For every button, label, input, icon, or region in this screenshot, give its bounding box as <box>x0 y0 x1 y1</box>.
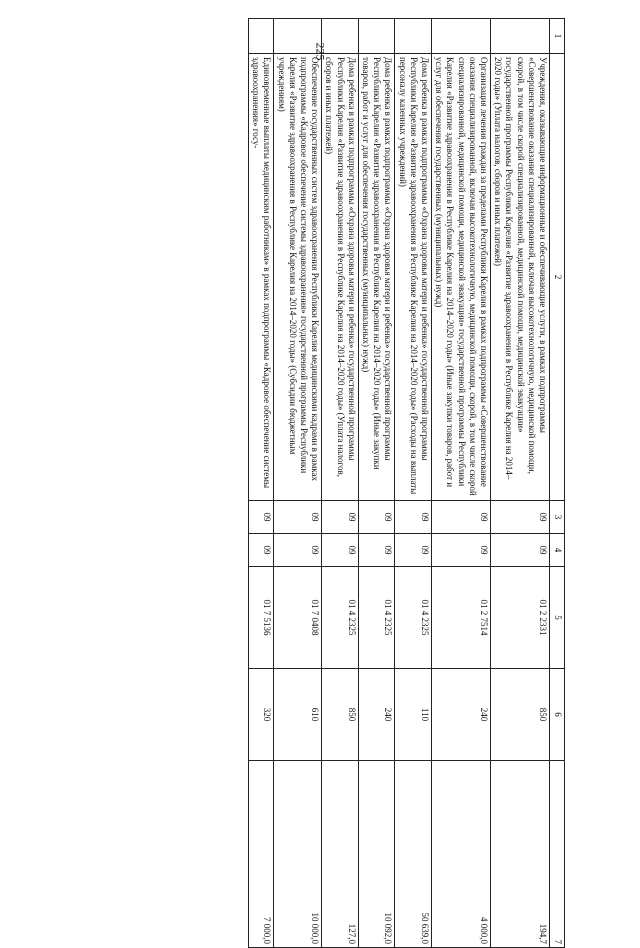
row-index <box>322 19 359 54</box>
row-target-code: 01 2 7514 <box>431 567 490 669</box>
row-amount: 10 000,0 <box>274 761 322 948</box>
page-number: 225 <box>313 42 328 61</box>
header-row <box>550 19 565 948</box>
row-subsection: 09 <box>274 534 322 567</box>
row-index <box>274 19 322 54</box>
row-description: Дома ребенка в рамках подпрограммы «Охрана здоровья матери и ребенка» государственной программы Республики Карелия «Развитие здравоохранения в Республике Карелия на 2014–2020 годы» (Иные закупки товаров, работ и услуг для обеспечения государственных (муниципальных) нужд) <box>358 54 395 501</box>
row-expense-type: 110 <box>395 669 432 761</box>
budget-table <box>248 18 565 948</box>
table-row <box>431 19 490 948</box>
row-amount: 7 000,0 <box>248 761 273 948</box>
row-amount: 194,7 <box>490 761 549 948</box>
row-section: 09 <box>395 501 432 534</box>
col-header-7: 7 <box>550 761 565 948</box>
row-description: Обеспечение государственных систем здравоохранения Республики Карелия медицинскими кадрами в рамках подпрограммы «Кадровое обеспечение системы здравоохранения» государственной программы Республики Карелия «Развитие здравоохранения в Республике Карелия на 2014–2020 годы» (Субсидии бюджетным учреждениям) <box>274 54 322 501</box>
row-amount: 4 000,0 <box>431 761 490 948</box>
row-subsection: 09 <box>358 534 395 567</box>
row-amount: 10 092,0 <box>358 761 395 948</box>
row-subsection: 09 <box>395 534 432 567</box>
table-row <box>274 19 322 948</box>
row-target-code: 01 7 5136 <box>248 567 273 669</box>
col-header-2: 2 <box>550 54 565 501</box>
row-section: 09 <box>322 501 359 534</box>
row-section: 09 <box>358 501 395 534</box>
row-expense-type: 850 <box>322 669 359 761</box>
row-description: Учреждения, оказывающие информационные и обеспечивающие услуги, в рамках подпрограммы «Совершенствование оказания специализированной, включая высокотехнологичную, медицинской помощи, скорой, в том числе скорой специализированной, медицинской помощи, медицинской эвакуации» государственной программы Республики Карелия «Развитие здравоохранения в Республике Карелия на 2014–2020 годы» (Уплата налогов, сборов и иных платежей) <box>490 54 549 501</box>
row-expense-type: 240 <box>431 669 490 761</box>
row-section: 09 <box>431 501 490 534</box>
rotated-table-container <box>95 18 565 944</box>
row-index <box>248 19 273 54</box>
row-subsection: 09 <box>490 534 549 567</box>
row-description: Дома ребенка в рамках подпрограммы «Охрана здоровья матери и ребенка» государственной программы Республики Карелия «Развитие здравоохранения в Республике Карелия на 2014–2020 годы» (Расходы на выплаты персоналу казенных учреждений) <box>395 54 432 501</box>
col-header-5: 5 <box>550 567 565 669</box>
row-target-code: 01 4 2325 <box>322 567 359 669</box>
row-section: 09 <box>248 501 273 534</box>
row-section: 09 <box>274 501 322 534</box>
row-index <box>431 19 490 54</box>
col-header-4: 4 <box>550 534 565 567</box>
row-section: 09 <box>490 501 549 534</box>
row-expense-type: 850 <box>490 669 549 761</box>
row-index <box>395 19 432 54</box>
row-expense-type: 610 <box>274 669 322 761</box>
row-description: Организация лечения граждан за пределами Республики Карелия в рамках подпрограммы «Совершенствование оказания специализированной, включая высокотехнологичную, медицинской помощи, скорой, в том числе скорой специализированной, медицинской помощи, медицинской эвакуации» государственной программы Республики Карелия «Развитие здравоохранения в Республике Карелия на 2014–2020 годы» (Иные закупки товаров, работ и услуг для обеспечения государственных (муниципальных) нужд) <box>431 54 490 501</box>
row-expense-type: 320 <box>248 669 273 761</box>
row-subsection: 09 <box>322 534 359 567</box>
table-row <box>490 19 549 948</box>
table-row <box>248 19 273 948</box>
row-target-code: 01 4 2325 <box>395 567 432 669</box>
row-description: Дома ребенка в рамках подпрограммы «Охрана здоровья матери и ребенка» государственной программы Республики Карелия «Развитие здравоохранения в Республике Карелия на 2014–2020 годы» (Уплата налогов, сборов и иных платежей) <box>322 54 359 501</box>
row-subsection: 09 <box>248 534 273 567</box>
row-target-code: 01 2 2331 <box>490 567 549 669</box>
col-header-1: 1 <box>550 19 565 54</box>
row-amount: 50 639,0 <box>395 761 432 948</box>
col-header-6: 6 <box>550 669 565 761</box>
row-amount: 127,0 <box>322 761 359 948</box>
row-expense-type: 240 <box>358 669 395 761</box>
row-target-code: 01 7 0408 <box>274 567 322 669</box>
table-row <box>358 19 395 948</box>
row-index <box>358 19 395 54</box>
col-header-3: 3 <box>550 501 565 534</box>
table-row <box>395 19 432 948</box>
table-row <box>322 19 359 948</box>
row-target-code: 01 4 2325 <box>358 567 395 669</box>
row-description: Единовременные выплаты медицинским работникам» в рамках подпрограммы «Кадровое обеспечение системы здравоохранения» госу- <box>248 54 273 501</box>
row-index <box>490 19 549 54</box>
row-subsection: 09 <box>431 534 490 567</box>
